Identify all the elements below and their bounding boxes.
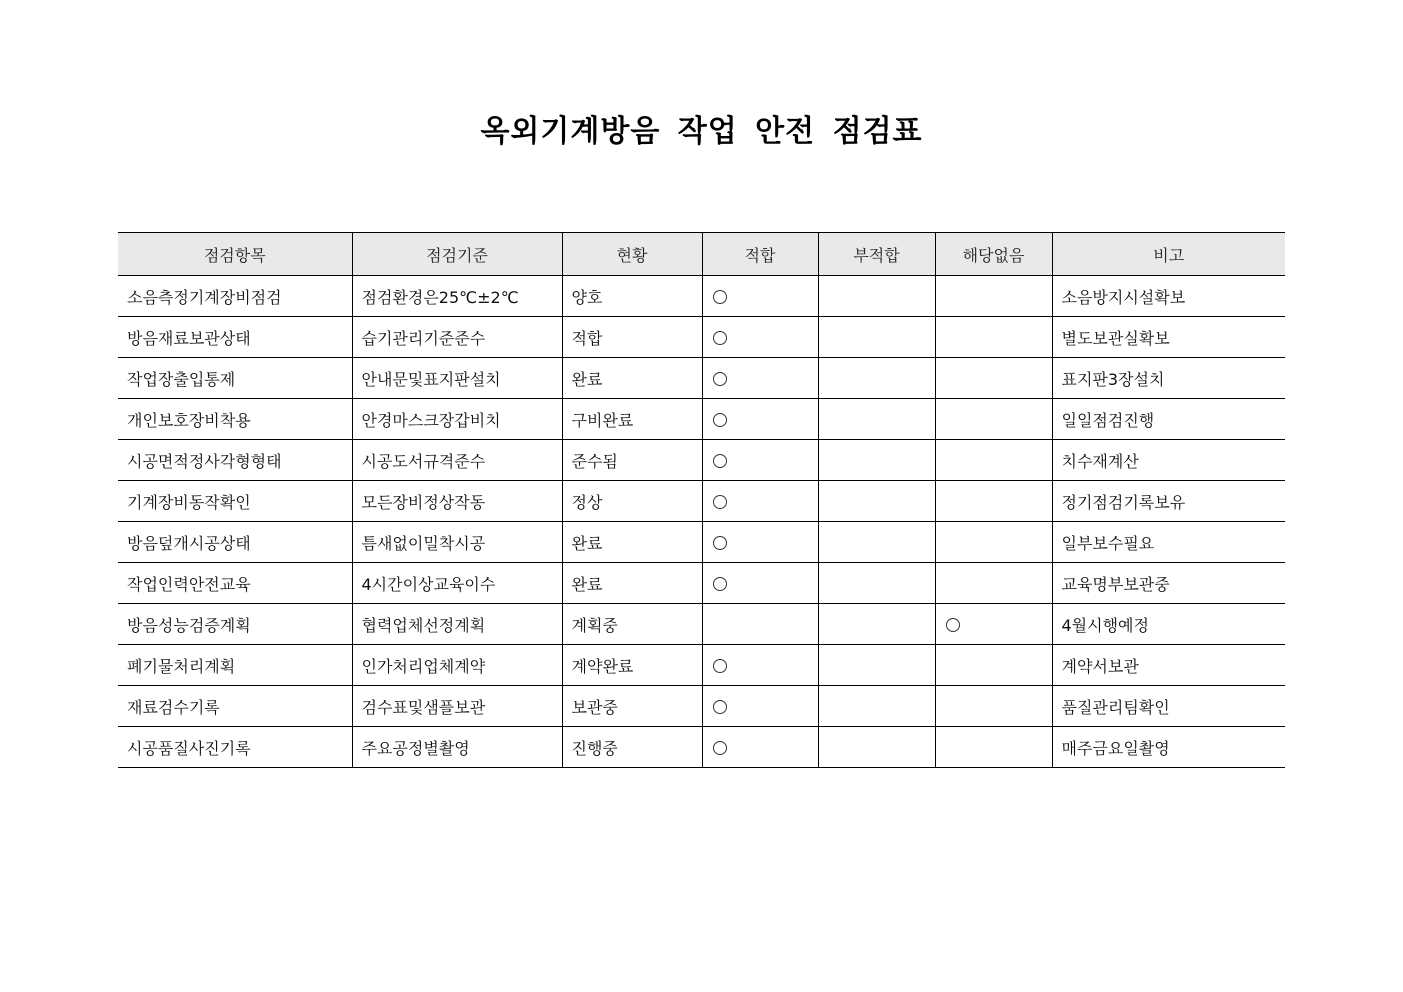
cell-fit [702, 440, 818, 481]
cell-inspection-criteria: 시공도서규격준수 [352, 440, 562, 481]
document-title: 옥외기계방음 작업 안전 점검표 [480, 114, 923, 149]
table-row [118, 604, 1285, 645]
table-row [118, 399, 1285, 440]
header-status: 현황 [562, 233, 702, 276]
cell-remarks: 교육명부보관중 [1052, 563, 1285, 604]
cell-fit [702, 481, 818, 522]
cell-unfit [818, 563, 935, 604]
table-body [118, 276, 1285, 768]
table-header [118, 233, 1285, 276]
cell-not-applicable [935, 563, 1052, 604]
cell-not-applicable [935, 686, 1052, 727]
cell-unfit [818, 645, 935, 686]
cell-inspection-criteria: 주요공정별촬영 [352, 727, 562, 768]
circle-mark-icon [713, 454, 727, 468]
table-row [118, 563, 1285, 604]
cell-inspection-item: 시공면적정사각형형태 [118, 440, 352, 481]
cell-inspection-item: 방음성능검증계획 [118, 604, 352, 645]
cell-status: 적합 [562, 317, 702, 358]
cell-not-applicable [935, 727, 1052, 768]
cell-remarks: 품질관리팀확인 [1052, 686, 1285, 727]
cell-status: 정상 [562, 481, 702, 522]
cell-not-applicable [935, 358, 1052, 399]
cell-remarks: 별도보관실확보 [1052, 317, 1285, 358]
cell-inspection-criteria: 인가처리업체계약 [352, 645, 562, 686]
cell-inspection-item: 작업인력안전교육 [118, 563, 352, 604]
cell-inspection-criteria: 4시간이상교육이수 [352, 563, 562, 604]
cell-remarks: 계약서보관 [1052, 645, 1285, 686]
table-row [118, 481, 1285, 522]
cell-status: 보관중 [562, 686, 702, 727]
cell-inspection-criteria: 틈새없이밀착시공 [352, 522, 562, 563]
cell-unfit [818, 522, 935, 563]
cell-inspection-criteria: 습기관리기준준수 [352, 317, 562, 358]
cell-remarks: 매주금요일촬영 [1052, 727, 1285, 768]
cell-fit [702, 399, 818, 440]
table-row [118, 686, 1285, 727]
cell-status: 양호 [562, 276, 702, 317]
circle-mark-icon [713, 577, 727, 591]
cell-inspection-criteria: 안경마스크장갑비치 [352, 399, 562, 440]
circle-mark-icon [713, 413, 727, 427]
cell-not-applicable [935, 440, 1052, 481]
cell-unfit [818, 727, 935, 768]
cell-unfit [818, 317, 935, 358]
table-row [118, 645, 1285, 686]
cell-remarks: 표지판3장설치 [1052, 358, 1285, 399]
cell-inspection-item: 소음측정기계장비점검 [118, 276, 352, 317]
cell-unfit [818, 481, 935, 522]
cell-inspection-item: 방음재료보관상태 [118, 317, 352, 358]
circle-mark-icon [713, 495, 727, 509]
cell-not-applicable [935, 276, 1052, 317]
cell-status: 준수됨 [562, 440, 702, 481]
cell-remarks: 4월시행예정 [1052, 604, 1285, 645]
cell-inspection-criteria: 모든장비정상작동 [352, 481, 562, 522]
header-inspection-item: 점검항목 [118, 233, 352, 276]
cell-inspection-criteria: 점검환경은25℃±2℃ [352, 276, 562, 317]
circle-mark-icon [946, 618, 960, 632]
circle-mark-icon [713, 372, 727, 386]
table-row [118, 358, 1285, 399]
cell-fit [702, 317, 818, 358]
cell-remarks: 정기점검기록보유 [1052, 481, 1285, 522]
header-row [118, 233, 1285, 276]
inspection-checklist-table [118, 232, 1285, 768]
cell-inspection-criteria: 협력업체선정계획 [352, 604, 562, 645]
header-not-applicable: 해당없음 [935, 233, 1052, 276]
table-row [118, 276, 1285, 317]
cell-remarks: 일부보수필요 [1052, 522, 1285, 563]
cell-inspection-item: 기계장비동작확인 [118, 481, 352, 522]
cell-fit [702, 686, 818, 727]
table-row [118, 317, 1285, 358]
cell-unfit [818, 276, 935, 317]
cell-not-applicable [935, 604, 1052, 645]
table-row [118, 440, 1285, 481]
cell-remarks: 일일점검진행 [1052, 399, 1285, 440]
cell-fit [702, 358, 818, 399]
cell-fit [702, 563, 818, 604]
cell-not-applicable [935, 481, 1052, 522]
cell-inspection-item: 시공품질사진기록 [118, 727, 352, 768]
header-remarks: 비고 [1052, 233, 1285, 276]
cell-status: 진행중 [562, 727, 702, 768]
cell-status: 계약완료 [562, 645, 702, 686]
cell-unfit [818, 440, 935, 481]
cell-fit [702, 645, 818, 686]
cell-fit [702, 276, 818, 317]
cell-not-applicable [935, 317, 1052, 358]
circle-mark-icon [713, 331, 727, 345]
header-unfit: 부적합 [818, 233, 935, 276]
cell-fit [702, 604, 818, 645]
cell-fit [702, 522, 818, 563]
cell-status: 계획중 [562, 604, 702, 645]
circle-mark-icon [713, 659, 727, 673]
cell-inspection-item: 작업장출입통제 [118, 358, 352, 399]
header-inspection-criteria: 점검기준 [352, 233, 562, 276]
cell-not-applicable [935, 399, 1052, 440]
cell-inspection-item: 개인보호장비착용 [118, 399, 352, 440]
cell-not-applicable [935, 522, 1052, 563]
cell-inspection-item: 재료검수기록 [118, 686, 352, 727]
cell-inspection-criteria: 안내문및표지판설치 [352, 358, 562, 399]
circle-mark-icon [713, 741, 727, 755]
header-fit: 적합 [702, 233, 818, 276]
cell-status: 완료 [562, 522, 702, 563]
circle-mark-icon [713, 536, 727, 550]
circle-mark-icon [713, 700, 727, 714]
circle-mark-icon [713, 290, 727, 304]
cell-status: 구비완료 [562, 399, 702, 440]
cell-not-applicable [935, 645, 1052, 686]
table-row [118, 522, 1285, 563]
cell-inspection-item: 방음덮개시공상태 [118, 522, 352, 563]
cell-inspection-criteria: 검수표및샘플보관 [352, 686, 562, 727]
cell-remarks: 치수재계산 [1052, 440, 1285, 481]
cell-remarks: 소음방지시설확보 [1052, 276, 1285, 317]
cell-inspection-item: 폐기물처리계획 [118, 645, 352, 686]
cell-status: 완료 [562, 358, 702, 399]
cell-unfit [818, 358, 935, 399]
cell-unfit [818, 686, 935, 727]
table-row [118, 727, 1285, 768]
cell-fit [702, 727, 818, 768]
cell-status: 완료 [562, 563, 702, 604]
cell-unfit [818, 604, 935, 645]
cell-unfit [818, 399, 935, 440]
